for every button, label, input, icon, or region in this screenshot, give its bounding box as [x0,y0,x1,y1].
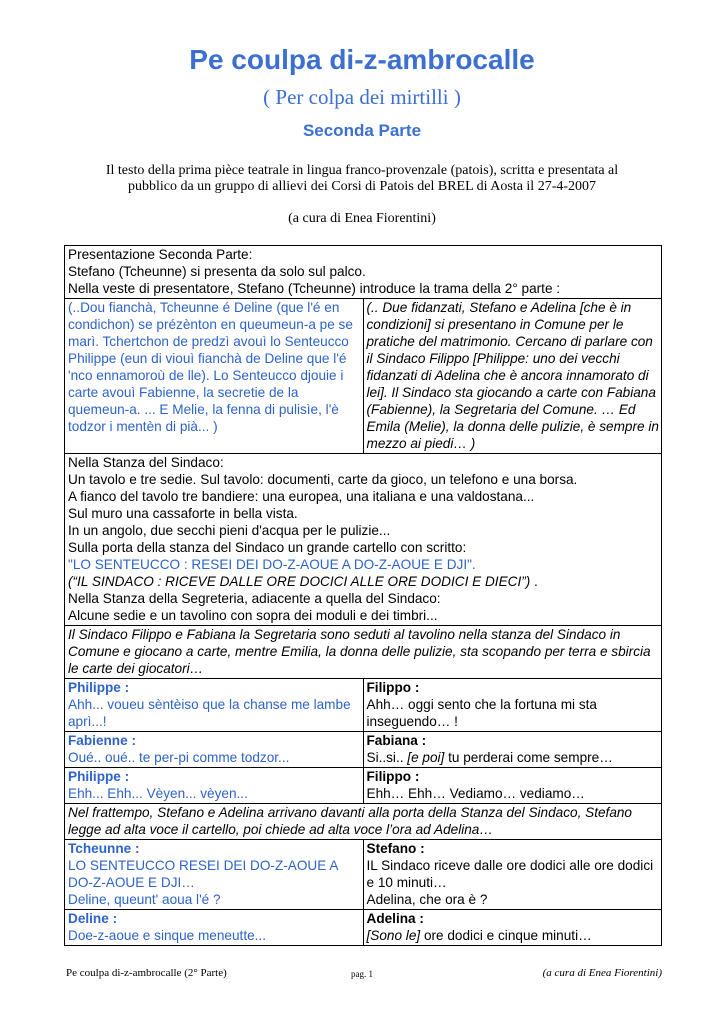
scene-cell [65,454,662,626]
synopsis-patois: (..Dou fianchà, Tcheunne é Deline (que l'é en condichon) se prézènton en queumeun-a pe se marì. Tchertchon de predzì avouì lo Senteucco Philippe (eun di viouì fianchà de Deline que l'é 'nco ennamoroù de lle). Lo Senteucco djouie i carte avouì Fabienne, la secretie de la quemeun-a. ... E Melie, la fenna di pulisìe, l'è todzor i mentèn di pià... ) [65,299,364,454]
scene-line: Nella Stanza della Segreteria, adiacente a quella del Sindaco: [68,591,441,606]
sign-italian-tail: . [530,574,538,589]
intro-paragraph: Il testo della prima pièce teatrale in lingua franco-provenzale (patois), scritta e presentata al pubblico da un gruppo di allievi dei Corsi di Patois del BREL di Aosta il 27-4-2007 [105,163,619,194]
footer-curator: (a cura di Enea Fiorentini) [542,967,662,979]
presentation-cell [65,246,662,299]
speaker-name: Tcheunne : [68,841,140,856]
patois-line [65,910,364,946]
speaker-name: Philippe : [68,680,130,695]
line-text: Si..si.. [366,750,408,765]
dialogue-row [65,732,662,768]
line-text-italic: [Sono le] [366,928,421,943]
line-text: Adelina, che ora è ? [366,892,488,907]
line-text-italic: [e poi] [407,750,445,765]
stage-direction: Il Sindaco Filippo e Fabiana la Segretaria sono seduti al tavolino nella stanza del Sindaco in Comune e giocano a carte, mentre Emilia, la donna delle pulizie, sta scopando per terra e sbircia le carte dei giocatori… [65,626,662,679]
speaker-name: Deline : [68,911,118,926]
patois-line [65,732,364,768]
synopsis-italian: (.. Due fidanzati, Stefano e Adelina [che è in condizioni] si presentano in Comune per le pratiche del matrimonio. Cercano di parlare con il Sindaco Filippo [Philippe: uno dei vecchi fidanzati di Adelina che è ancora innamorato di lei]. Il Sindaco sta giocando a carte con Fabiana (Fabienne), la Segretaria del Comune. … Ed Emila (Melie), la donna delle pulizie, è sempre in mezzo ai piedi… ) [363,299,662,454]
line-text: Ehh… Ehh… Vediamo… vediamo… [366,786,585,801]
presentation-line: Nella veste di presentatore, Stefano (Tcheunne) introduce la trama della 2° parte : [68,281,561,296]
dialogue-row [65,679,662,732]
line-text: ore dodici e cinque minuti… [420,928,592,943]
presentation-line: Stefano (Tcheunne) si presenta da solo sul palco. [68,264,366,279]
scene-line: A fianco del tavolo tre bandiere: una europea, una italiana e una valdostana... [68,489,535,504]
speaker-name: Filippo : [366,769,420,784]
footer-title: Pe coulpa di-z-ambrocalle (2° Parte) [66,967,227,979]
line-text: Oué.. oué.. te per-pi comme todzor... [68,750,290,765]
italian-line [363,768,662,804]
speaker-name: Fabienne : [68,733,136,748]
stage-direction-row [65,804,662,840]
scene-line: Sul muro una cassaforte in bella vista. [68,506,298,521]
line-text: Ahh... voueu sèntèiso que la chanse me lambe aprì...! [68,697,351,729]
scene-row [65,454,662,626]
speaker-name: Philippe : [68,769,130,784]
patois-line [65,840,364,910]
speaker-name: Filippo : [366,680,420,695]
stage-direction-row [65,626,662,679]
italian-line [363,679,662,732]
line-text: Deline, queunt' aoua l'é ? [68,892,221,907]
stage-direction: Nel frattempo, Stefano e Adelina arrivano davanti alla porta della Stanza del Sindaco, Stefano legge ad alta voce il cartello, poi chiede ad alta voce l’ora ad Adelina… [65,804,662,840]
scene-line: In un angolo, due secchi pieni d'acqua per le pulizie... [68,523,391,538]
curator-note: (a cura di Enea Fiorentini) [288,211,436,226]
scene-line: Alcune sedie e un tavolino con sopra dei moduli e dei timbri... [68,608,438,623]
speaker-name: Adelina : [366,911,424,926]
sign-italian-line [68,573,658,590]
document-subtitle: ( Per colpa dei mirtilli ) [263,85,461,109]
dialogue-row [65,768,662,804]
script-table [64,245,662,946]
line-text: IL Sindaco riceve dalle ore dodici alle ore dodici e 10 minuti… [366,858,654,890]
scene-line: Un tavolo e tre sedie. Sul tavolo: documenti, carte da gioco, un telefono e una borsa. [68,472,578,487]
italian-line [363,910,662,946]
part-heading: Seconda Parte [302,121,422,140]
scene-line: Sulla porta della stanza del Sindaco un grande cartello con scritto: [68,540,467,555]
dialogue-row [65,840,662,910]
scene-line: Nella Stanza del Sindaco: [68,455,224,470]
line-text: tu perderai come sempre… [444,750,613,765]
line-text: Doe-z-aoue e sinque meneutte... [68,928,266,943]
sign-italian: (“IL SINDACO : RICEVE DALLE ORE DOCICI ALLE ORE DODICI E DIECI”) [68,574,531,589]
speaker-name: Stefano : [366,841,425,856]
synopsis-row [65,299,662,454]
patois-line [65,679,364,732]
presentation-row [65,246,662,299]
page-number: pag. 1 [351,969,373,979]
italian-line [363,840,662,910]
line-text: LO SENTEUCCO RESEI DEI DO-Z-AOUE A DO-Z-AOUE E DJI… [68,858,338,890]
speaker-name: Fabiana : [366,733,427,748]
patois-line [65,768,364,804]
line-text: Ahh… oggi sento che la fortuna mi sta inseguendo… ! [366,697,597,729]
sign-patois: "LO SENTEUCCO : RESEI DEI DO-Z-AOUE A DO-Z-AOUE E DJI". [68,557,476,572]
document-title: Pe coulpa di-z-ambrocalle [189,44,535,75]
italian-line [363,732,662,768]
dialogue-row [65,910,662,946]
presentation-line: Presentazione Seconda Parte: [68,247,253,262]
line-text: Ehh... Ehh... Vèyen... vèyen... [68,786,248,801]
